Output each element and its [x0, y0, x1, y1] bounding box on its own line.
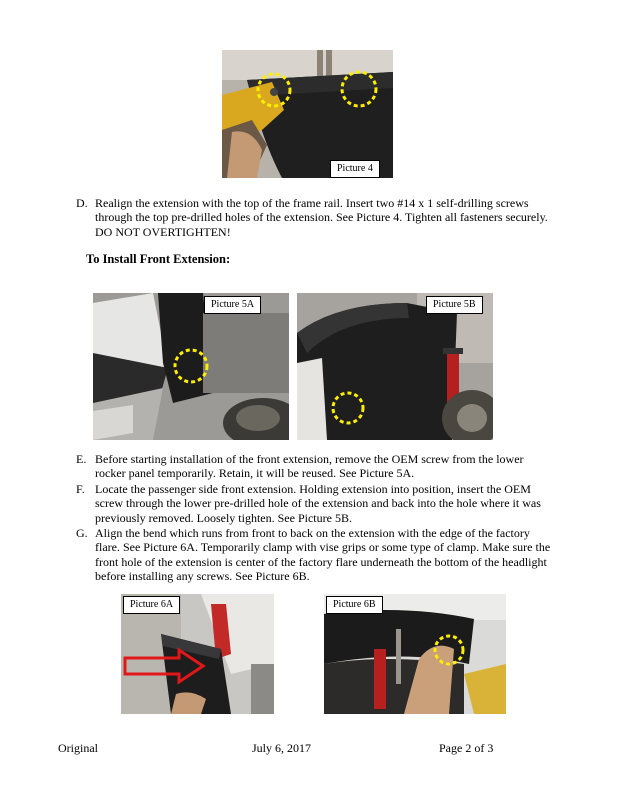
- section-heading: To Install Front Extension:: [86, 252, 231, 266]
- step-g-letter: G.: [76, 526, 88, 540]
- step-e-line: rocker panel temporarily. Retain, it will be reused. See Picture 5A.: [95, 466, 415, 481]
- footer-date: July 6, 2017: [252, 741, 312, 755]
- picture-5b-caption: Picture 5B: [426, 296, 483, 314]
- footer-page: Page 2 of 3: [439, 741, 494, 755]
- step-f-line: screw through the lower pre-drilled hole of the extension and back into the hole where it was: [95, 496, 541, 511]
- step-d-line: through the top pre-drilled holes of the extension. See Picture 4. Tighten all fasteners securely.: [95, 210, 548, 225]
- picture-6a-caption: Picture 6A: [123, 596, 180, 614]
- step-g-line: before installing any screws. See Picture 6B.: [95, 569, 310, 584]
- step-e-line: Before starting installation of the front extension, remove the OEM screw from the lower: [95, 452, 524, 466]
- picture-4-photo: [222, 50, 393, 178]
- step-g-line: Align the bend which runs from front to back on the extension with the edge of the factory: [95, 526, 530, 540]
- picture-5b-photo: [297, 293, 493, 440]
- picture-5a-caption: Picture 5A: [204, 296, 261, 314]
- footer-left: Original: [58, 741, 98, 755]
- step-d-line: Realign the extension with the top of the frame rail. Insert two #14 x 1 self-drilling screws: [95, 196, 529, 210]
- step-e-letter: E.: [76, 452, 87, 466]
- picture-6a-photo: [121, 594, 274, 714]
- step-f-line: Locate the passenger side front extension. Holding extension into position, insert the OEM: [95, 482, 531, 496]
- picture-4-caption: Picture 4: [330, 160, 380, 178]
- picture-5a-photo: [93, 293, 289, 440]
- step-f-letter: F.: [76, 482, 85, 496]
- step-f-line: previously removed. Loosely tighten. See Picture 5B.: [95, 510, 352, 525]
- step-d-letter: D.: [76, 196, 88, 210]
- step-g-line: front hole of the extension is center of the factory flare underneath the bottom of the headlight: [95, 554, 547, 569]
- step-d-line: DO NOT OVERTIGHTEN!: [95, 224, 231, 239]
- step-g-line: flare. See Picture 6A. Temporarily clamp with vise grips or some type of clamp. Make sure the: [95, 540, 551, 555]
- picture-6b-photo: [324, 594, 506, 714]
- picture-6b-caption: Picture 6B: [326, 596, 383, 614]
